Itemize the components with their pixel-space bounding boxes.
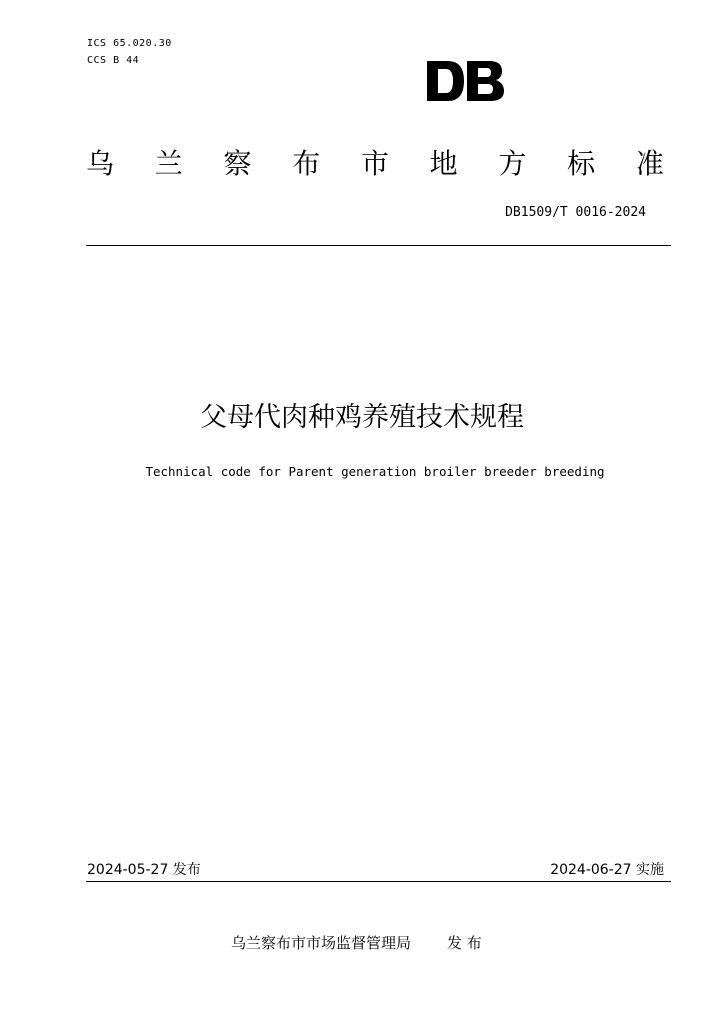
- implementation-date: 2024-06-27 实施: [550, 862, 664, 878]
- authority-title-char: 布: [292, 147, 321, 180]
- authority-title-char: 方: [498, 147, 527, 180]
- publisher-name: 乌兰察布市市场监督管理局: [231, 934, 412, 952]
- authority-title-char: 乌: [86, 147, 115, 180]
- authority-title-char: 兰: [154, 147, 183, 180]
- publish-action: 发 布: [447, 934, 482, 952]
- bottom-divider: [86, 881, 671, 882]
- authority-title-char: 标: [567, 147, 596, 180]
- publisher-line: [231, 932, 482, 954]
- issuing-authority-title: [86, 142, 664, 186]
- db-logo: [426, 60, 506, 102]
- authority-title-char: 准: [635, 147, 664, 180]
- issue-date: 2024-05-27 发布: [87, 862, 201, 878]
- authority-title-char: 市: [360, 147, 389, 180]
- document-title-zh: 父母代肉种鸡养殖技术规程: [200, 402, 524, 433]
- standard-number: DB1509/T 0016-2024: [505, 205, 646, 220]
- authority-title-char: 地: [429, 147, 458, 180]
- authority-title-char: 察: [223, 147, 252, 180]
- top-divider: [86, 245, 671, 246]
- ccs-code: CCS B 44: [87, 55, 140, 66]
- document-title-en: Technical code for Parent generation broiler breeder breeding: [145, 464, 605, 479]
- ics-code: ICS 65.020.30: [87, 38, 172, 49]
